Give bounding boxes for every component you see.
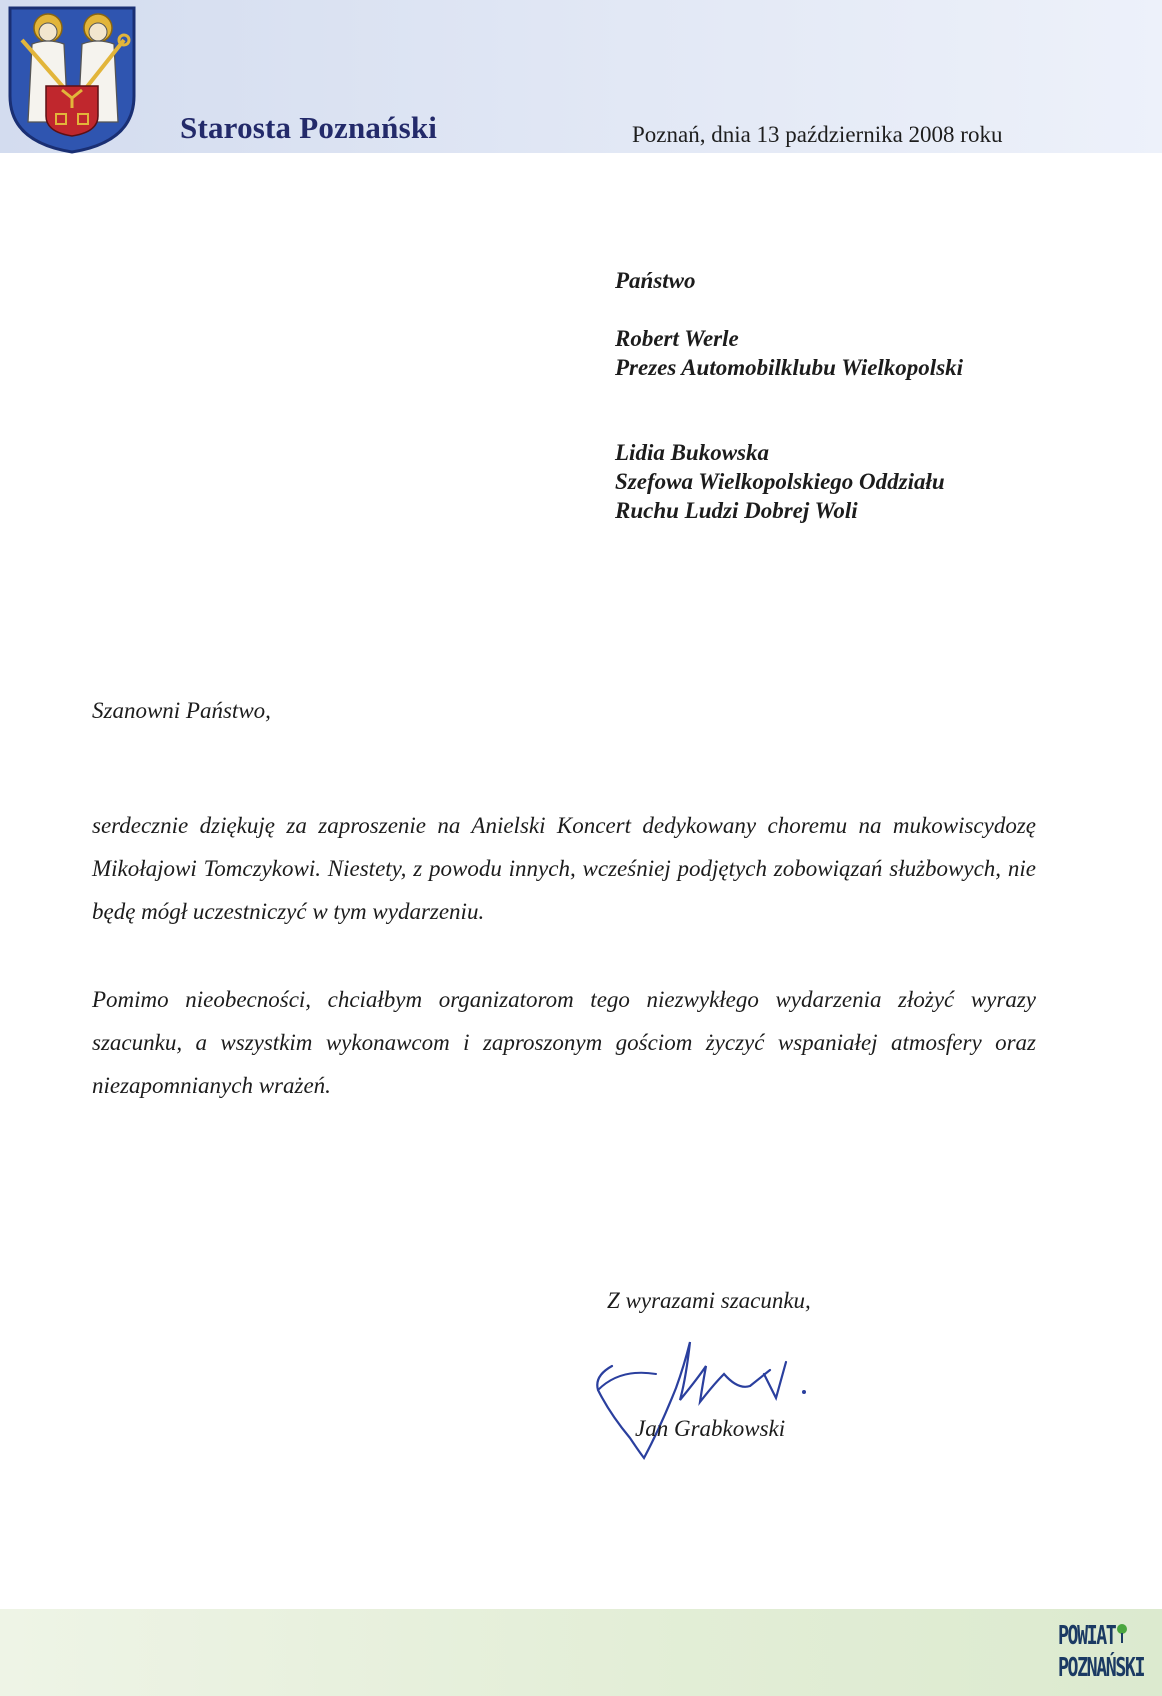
closing-phrase: Z wyrazami szacunku, [607,1288,811,1313]
logo-line-1: POWIAT [1058,1621,1116,1651]
office-title: Starosta Poznański [180,110,438,145]
footer-band [0,1609,1162,1696]
recipient-2 [615,438,945,525]
recipient-1-role: Prezes Automobilklubu Wielkopolski [615,355,964,380]
recipient-2-role-line2: Ruchu Ludzi Dobrej Woli [615,498,858,523]
handwritten-signature [590,1318,850,1468]
addressee-greeting-text: Państwo [615,268,696,293]
signer-name: Jan Grabkowski [635,1416,786,1441]
salutation: Szanowni Państwo, [92,698,271,723]
leaf-icon [1116,1623,1128,1643]
letter-date: Poznań, dnia 13 października 2008 roku [632,122,1003,147]
addressee-greeting [615,266,696,295]
powiat-poznanski-logo [1058,1619,1145,1689]
recipient-2-name: Lidia Bukowska [615,440,770,465]
body-paragraph-2: Pomimo nieobecności, chciałbym organizatorom tego niezwykłego wydarzenia złożyć wyrazy szacunku, a wszystkim wykonawcom i zaproszonym gościom życzyć wspaniałej atmosfery oraz niezapomnianych wrażeń. [92,987,1036,1098]
recipient-1 [615,324,963,382]
logo-line-2: POZNAŃSKI [1058,1653,1145,1683]
coat-of-arms-icon [6,4,138,154]
body-paragraph-1: serdecznie dziękuję za zaproszenie na Anielski Koncert dedykowany choremu na mukowiscydozę Mikołajowi Tomczykowi. Niestety, z powodu innych, wcześniej podjętych zobowiązań służbowych, nie będę mógł uczestniczyć w tym wydarzeniu. [92,813,1036,924]
recipient-1-name: Robert Werle [615,326,739,351]
recipient-2-role-line1: Szefowa Wielkopolskiego Oddziału [615,469,945,494]
